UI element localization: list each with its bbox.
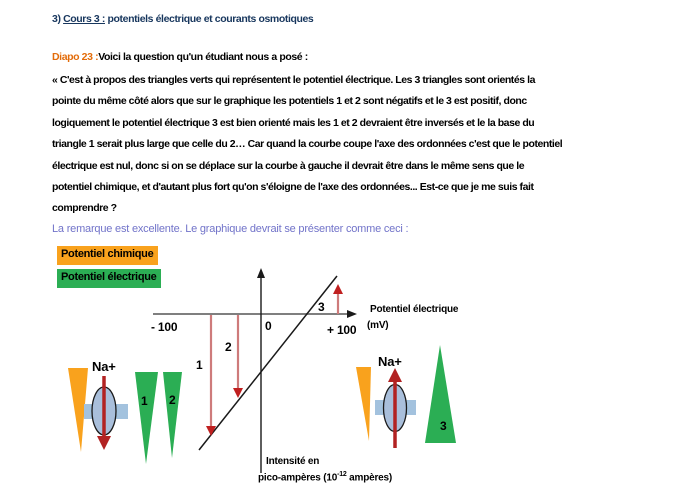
- heading-title-text: potentiels électrique et courants osmotiques: [104, 13, 314, 25]
- x-axis-arrowhead-icon: [347, 310, 357, 318]
- marker-3-arrowhead-icon: [333, 284, 343, 294]
- y-axis-title-line2: [258, 471, 392, 483]
- sodium-ion-label-right: Na+: [378, 354, 402, 369]
- intro-text: Voici la question qu'un étudiant nous a posé :: [98, 51, 308, 63]
- x-tick-negative-100: - 100: [151, 320, 178, 334]
- sodium-ion-label-left: Na+: [92, 359, 116, 374]
- question-line: comprendre ?: [52, 202, 117, 215]
- y-axis-title-exponent: -12: [337, 471, 347, 478]
- y-axis-title-suffix: ampères): [346, 472, 393, 484]
- question-line: potentiel chimique, et d'autant plus fort qu'on s'éloigne de l'axe des ordonnées... Est-ce que je me suis fait: [52, 181, 534, 194]
- triangle-1-number: 1: [141, 394, 148, 408]
- membrane-right-rect-left-cell: [115, 404, 128, 419]
- legend-chemical-potential: Potentiel chimique: [57, 246, 158, 265]
- marker-1-number: 1: [196, 358, 203, 372]
- y-axis-title-line1: Intensité en: [266, 456, 320, 467]
- x-tick-positive-100: + 100: [327, 323, 357, 337]
- heading-course-underlined: Cours 3 :: [63, 13, 105, 25]
- chemical-gradient-triangle-right: [356, 367, 371, 441]
- electrical-triangle-1: [135, 372, 158, 464]
- ion-flux-arrow-right-head-icon: [388, 368, 402, 382]
- question-line: pointe du même côté alors que sur le graphique les potentiels 1 et 2 sont négatifs et le 3 est positif, donc: [52, 95, 527, 108]
- marker-3-number: 3: [318, 300, 325, 314]
- marker-2-number: 2: [225, 340, 232, 354]
- answer-intro: La remarque est excellente. Le graphique devrait se présenter comme ceci :: [52, 223, 409, 235]
- question-line: « C'est à propos des triangles verts qui représentent le potentiel électrique. Les 3 triangles sont orientés la: [52, 74, 535, 86]
- iv-curve-line: [199, 276, 337, 450]
- question-line: électrique est nul, donc si on se déplace sur la courbe à gauche il devrait être dans le même sens que le: [52, 159, 525, 172]
- y-axis-arrowhead-icon: [257, 268, 265, 278]
- triangle-3-number: 3: [440, 419, 447, 433]
- electrical-triangle-2: [163, 372, 182, 458]
- legend-electrical-potential: Potentiel électrique: [57, 269, 161, 288]
- question-line: logiquement le potentiel électrique 3 est bien orienté mais les 1 et 2 devraient être inversés et le la base du: [52, 116, 535, 129]
- ion-flux-arrow-left-head-icon: [97, 436, 111, 450]
- question-line: triangle 1 serait plus large que celle du 2… Car quand la courbe coupe l'axe des ordonnées c'est que le potentiel: [52, 138, 563, 151]
- x-axis-title: Potentiel électrique: [370, 304, 459, 315]
- heading-number: 3): [52, 13, 64, 25]
- triangle-2-number: 2: [169, 393, 176, 407]
- x-axis-unit: (mV): [367, 320, 389, 331]
- slide-label: Diapo 23 :: [52, 51, 99, 63]
- y-axis-title-prefix: pico-ampères (10: [258, 472, 338, 484]
- x-tick-zero: 0: [265, 319, 272, 333]
